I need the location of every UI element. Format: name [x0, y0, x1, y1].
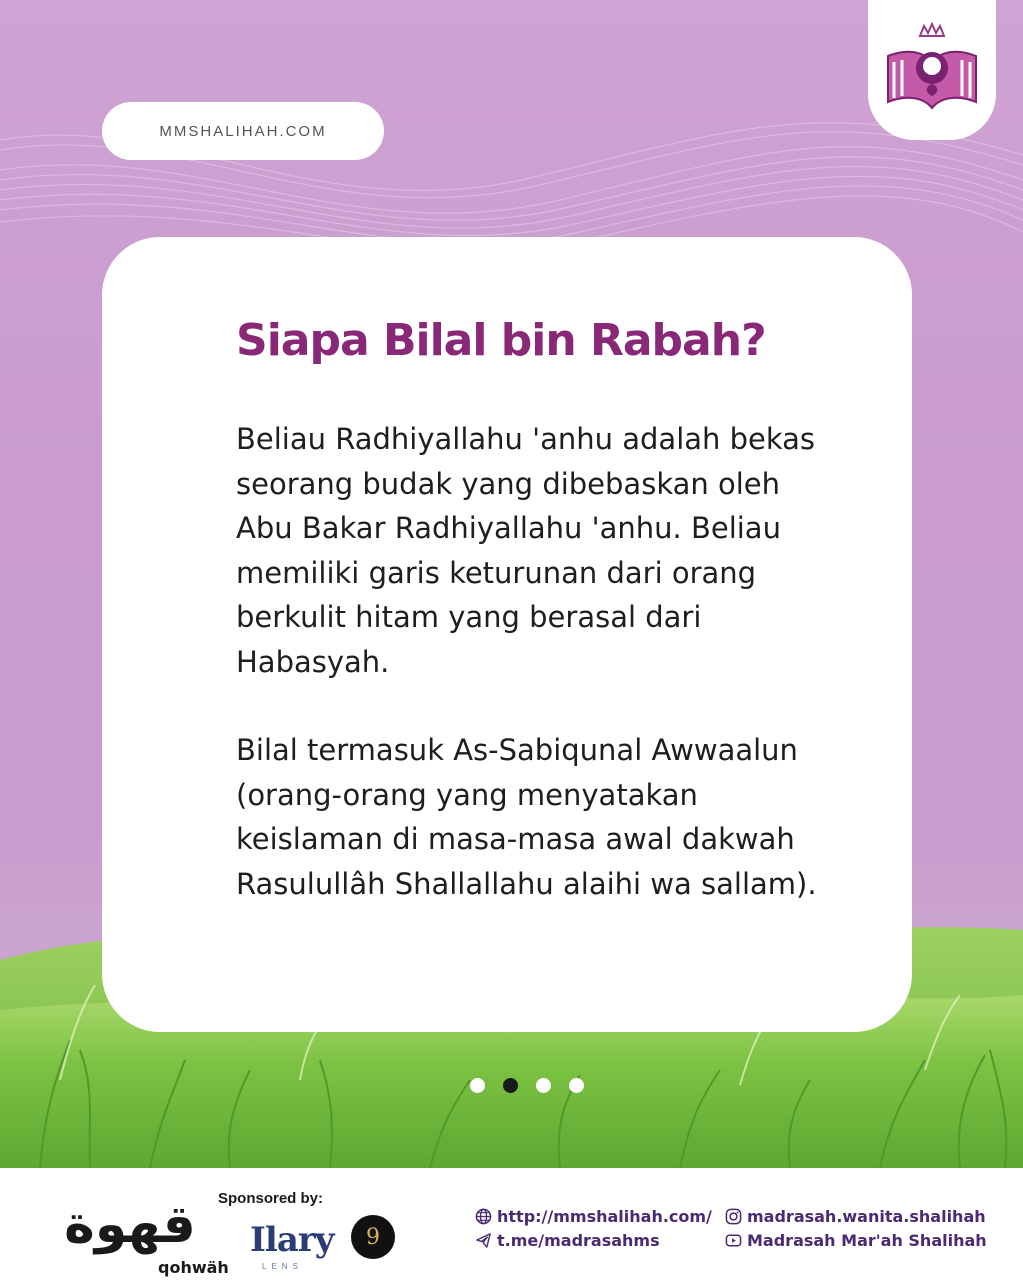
- card-paragraph-1: Beliau Radhiyallahu 'anhu adalah bekas seorang budak yang dibebaskan oleh Abu Bakar Radhiyallahu 'anhu. Beliau memiliki garis keturunan dari orang berkulit hitam yang berasal dari Habasyah.: [236, 422, 816, 679]
- qohwah-logo: [50, 1186, 230, 1276]
- qohwah-arabic-text: قهوة: [64, 1195, 196, 1255]
- youtube-icon: [725, 1232, 742, 1249]
- youtube-link[interactable]: [725, 1231, 987, 1250]
- carousel-pagination: [470, 1078, 590, 1094]
- ilary-logo-text: Ilary: [250, 1220, 334, 1260]
- content-card: [102, 237, 912, 1032]
- website-link-text: http://mmshalihah.com/: [497, 1207, 712, 1226]
- telegram-link[interactable]: [475, 1231, 660, 1250]
- website-link[interactable]: [475, 1207, 712, 1226]
- website-pill-label: MMSHALIHAH.COM: [159, 122, 327, 140]
- sponsor-circle-logo: [351, 1215, 395, 1259]
- pagination-dot[interactable]: [536, 1078, 551, 1093]
- website-pill: [102, 102, 384, 160]
- instagram-icon: [725, 1208, 742, 1225]
- ilary-logo-subtext: LENS: [262, 1262, 303, 1271]
- instagram-link[interactable]: [725, 1207, 986, 1226]
- telegram-icon: [475, 1232, 492, 1249]
- brand-logo-badge: [868, 0, 996, 140]
- card-title: Siapa Bilal bin Rabah?: [236, 315, 766, 366]
- telegram-link-text: t.me/madrasahms: [497, 1231, 660, 1250]
- youtube-link-text: Madrasah Mar'ah Shalihah: [747, 1231, 987, 1250]
- pagination-dot-active[interactable]: [503, 1078, 518, 1093]
- qohwah-latin-text: qohwäh: [158, 1258, 229, 1277]
- globe-icon: [475, 1208, 492, 1225]
- footer: [0, 1168, 1023, 1280]
- card-paragraph-2: Bilal termasuk As-Sabiqunal Awwaalun (orang-orang yang menyatakan keislaman di masa-masa awal dakwah Rasulullâh Shallallahu alaihi wa sallam).: [236, 733, 817, 901]
- pagination-dot[interactable]: [569, 1078, 584, 1093]
- book-crown-logo-icon: [880, 22, 984, 118]
- sponsored-by-label: Sponsored by:: [218, 1190, 324, 1207]
- instagram-link-text: madrasah.wanita.shalihah: [747, 1207, 986, 1226]
- qohwah-arabic-wordmark: [50, 1186, 220, 1266]
- sponsor-circle-mark: 9: [366, 1224, 380, 1250]
- pagination-dot[interactable]: [470, 1078, 485, 1093]
